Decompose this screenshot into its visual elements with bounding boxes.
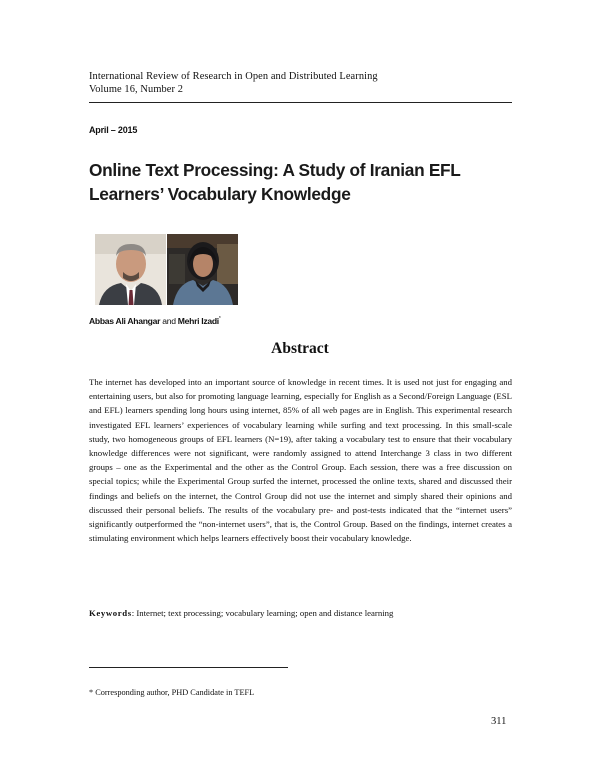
author-connector: and bbox=[162, 316, 176, 326]
footnote-rule bbox=[89, 667, 288, 668]
journal-name: International Review of Research in Open and Distributed Learning bbox=[89, 71, 378, 82]
author-line bbox=[89, 316, 221, 326]
paper-title: Online Text Processing: A Study of Iranian EFL Learners’ Vocabulary Knowledge bbox=[89, 160, 461, 204]
abstract-heading: Abstract bbox=[271, 340, 329, 357]
publication-date: April – 2015 bbox=[89, 125, 138, 135]
journal-header bbox=[89, 71, 519, 96]
header-rule bbox=[89, 102, 512, 103]
keywords-line bbox=[89, 608, 512, 618]
keywords-label: Keywords bbox=[89, 608, 132, 618]
footnote: * Corresponding author, PHD Candidate in TEFL bbox=[89, 688, 255, 697]
author-photo-1 bbox=[95, 234, 166, 305]
author-name-1: Abbas Ali Ahangar bbox=[89, 316, 161, 326]
keywords-text: : Internet; text processing; vocabulary learning; open and distance learning bbox=[131, 608, 394, 618]
corresponding-marker: * bbox=[218, 316, 221, 323]
abstract-text: The internet has developed into an important source of knowledge in recent times. It is used not just for engaging and entertaining users, but also for promoting language learning, especially for English as a Second/Foreign Language (ESL and EFL) learners spending long hours using internet, 85% of all web pages are in English. This experimental research investigated EFL learners’ experiences of vocabulary learning while surfing and text processing. In this small-scale study, two homogeneous groups of EFL learners (N=19), after taking a vocabulary test to ensure that their vocabulary knowledge differences were not significant, were randomly assigned to attend Interchange 3 class in two different groups – one as the Experimental and the other as the Control Group. Each session, there was a free discussion on special topics; while the Experimental Group surfed the internet, processed the online texts, shared and discussed their findings and beliefs on the internet, the Control Group did not use the internet and simply shared their opinions and discussed their personal beliefs. The results of the vocabulary pre- and post-tests indicated that the “internet users” significantly outperformed the “non-internet users”, that is, the Control Group. Based on the findings, internet creates a stimulating environment which helps learners effectively boost their vocabulary knowledge. bbox=[89, 377, 512, 544]
author-name-2: Mehri Izadi bbox=[177, 316, 219, 326]
journal-volume: Volume 16, Number 2 bbox=[89, 83, 184, 95]
author-photo-2 bbox=[167, 234, 238, 305]
page-number: 311 bbox=[491, 716, 507, 727]
